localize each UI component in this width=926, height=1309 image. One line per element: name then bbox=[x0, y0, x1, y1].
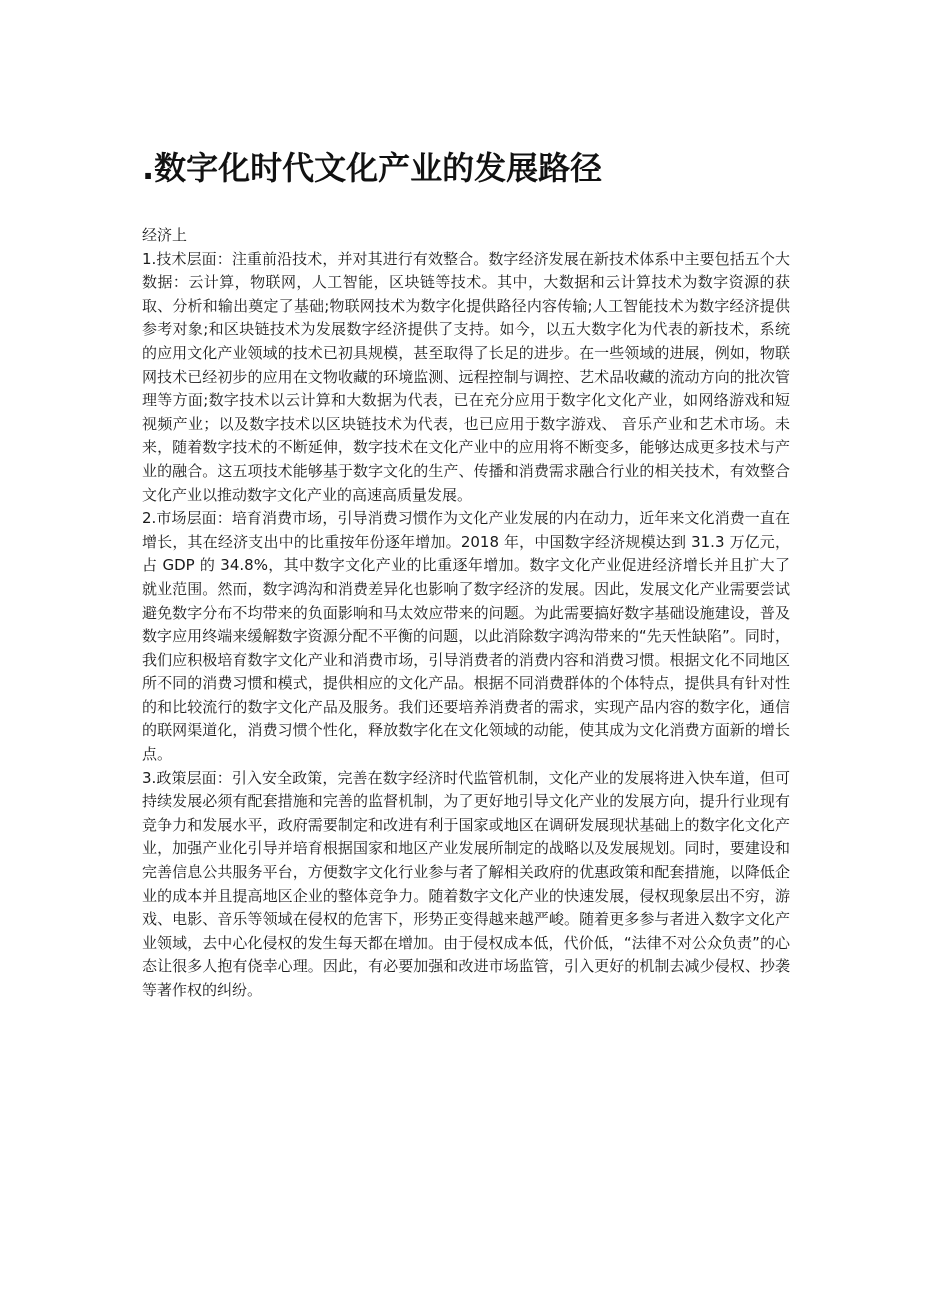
paragraph-technology: 1.技术层面：注重前沿技术，并对其进行有效整合。数字经济发展在新技术体系中主要包括五个大数据：云计算，物联网，人工智能，区块链等技术。其中，大数据和云计算技术为数字资源的获取、分析和输出奠定了基础;物联网技术为数字化提供路径内容传输;人工智能技术为数字经济提供参考对象;和区块链技术为发展数字经济提供了支持。如今，以五大数字化为代表的新技术，系统的应用文化产业领域的技术已初具规模，甚至取得了长足的进步。在一些领域的进展，例如，物联网技术已经初步的应用在文物收藏的环境监测、远程控制与调控、艺术品收藏的流动方向的批次管理等方面;数字技术以云计算和大数据为代表，已在充分应用于数字化文化产业，如网络游戏和短视频产业；以及数字技术以区块链技术为代表，也已应用于数字游戏、 音乐产业和艺术市场。未来，随着数字技术的不断延伸，数字技术在文化产业中的应用将不断变多，能够达成更多技术与产业的融合。这五项技术能够基于数字文化的生产、传播和消费需求融合行业的相关技术，有效整合文化产业以推动数字文化产业的高速高质量发展。 bbox=[142, 249, 790, 504]
document-body bbox=[142, 224, 790, 1003]
paragraph-market: 2.市场层面：培育消费市场，引导消费习惯作为文化产业发展的内在动力，近年来文化消费一直在增长，其在经济支出中的比重按年份逐年增加。2018 年，中国数字经济规模达到 31.3 万亿元，占 GDP 的 34.8%，其中数字文化产业的比重逐年增加。数字文化产业促进经济增长并且扩大了就业范围。然而，数字鸿沟和消费差异化也影响了数字经济的发展。因此，发展文化产业需要尝试避免数字分布不均带来的负面影响和马太效应带来的问题。为此需要搞好数字基础设施建设，普及数字应用终端来缓解数字资源分配不平衡的问题，以此消除数字鸿沟带来的“先天性缺陷”。同时，我们应积极培育数字文化产业和消费市场，引导消费者的消费内容和消费习惯。根据文化不同地区所不同的消费习惯和模式，提供相应的文化产品。根据不同消费群体的个体特点，提供具有针对性的和比较流行的数字文化产品及服务。我们还要培养消费者的需求，实现产品内容的数字化，通信的联网渠道化，消费习惯个性化，释放数字化在文化领域的动能，使其成为文化消费方面新的增长点。 bbox=[142, 509, 790, 764]
section-heading-economy: 经济上 bbox=[142, 226, 188, 244]
document-title: .数字化时代文化产业的发展路径 bbox=[142, 149, 603, 187]
paragraph-policy: 3.政策层面：引入安全政策，完善在数字经济时代监管机制，文化产业的发展将进入快车道，但可持续发展必须有配套措施和完善的监督机制，为了更好地引导文化产业的发展方向，提升行业现有竞争力和发展水平，政府需要制定和改进有利于国家或地区在调研发展现状基础上的数字化文化产业，加强产业化引导并培育根据国家和地区产业发展所制定的战略以及发展规划。同时，要建设和完善信息公共服务平台，方便数字文化行业参与者了解相关政府的优惠政策和配套措施，以降低企业的成本并且提高地区企业的整体竞争力。随着数字文化产业的快速发展，侵权现象层出不穷，游戏、电影、音乐等领域在侵权的危害下，形势正变得越来越严峻。随着更多参与者进入数字文化产业领域，去中心化侵权的发生每天都在增加。由于侵权成本低，代价低，“法律不对公众负责”的心态让很多人抱有侥幸心理。因此，有必要加强和改进市场监管，引入更好的机制去减少侵权、抄袭等著作权的纠纷。 bbox=[142, 768, 790, 999]
